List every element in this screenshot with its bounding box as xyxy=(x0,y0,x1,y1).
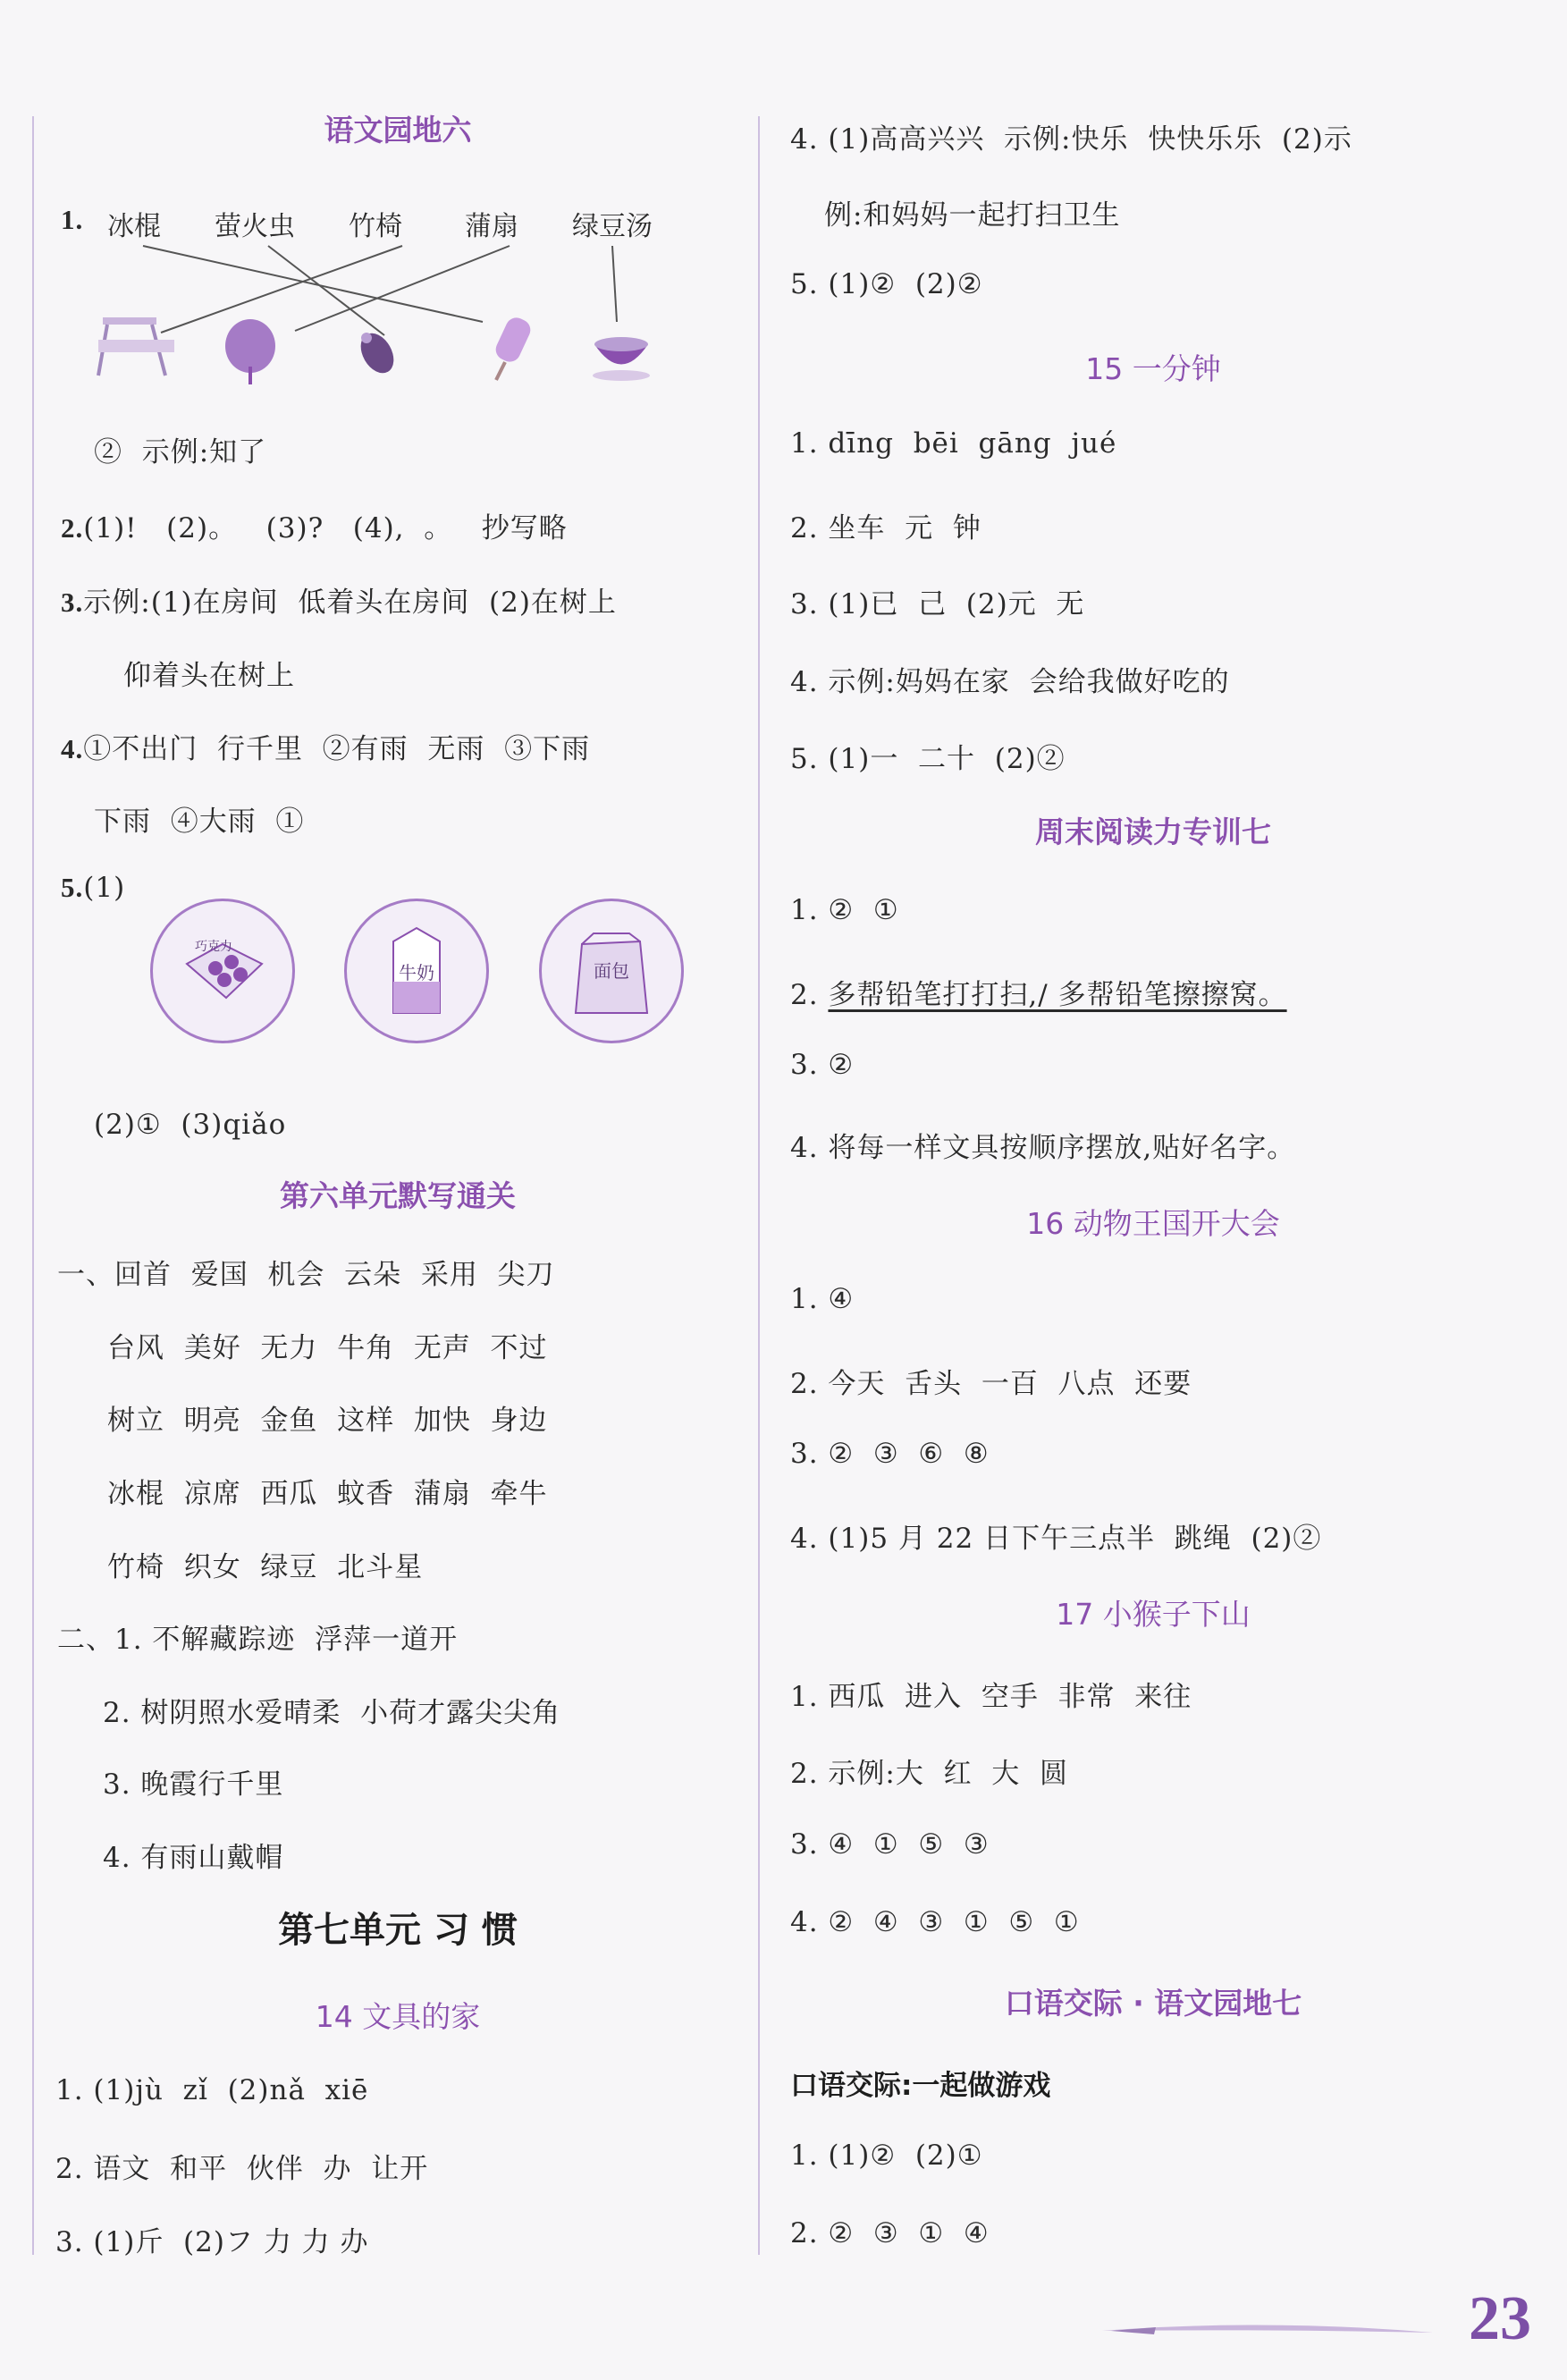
lesson16-line-1: 1. ④ xyxy=(790,1283,855,1315)
dictation-row-4: 冰棍 凉席 西瓜 蚊香 蒲扇 牵牛 xyxy=(107,1478,548,1510)
q4-line: 4.①不出门 行千里 ②有雨 无雨 ③下雨 xyxy=(61,733,591,765)
left-column xyxy=(45,0,751,2380)
section-title-lesson15: 15 一分钟 xyxy=(1085,351,1221,386)
matching-lines-and-pictures xyxy=(45,232,751,393)
firefly-icon xyxy=(354,327,400,379)
q4-line-2: 下雨 ④大雨 ① xyxy=(94,806,305,838)
milk-circle xyxy=(344,899,489,1043)
page-number: 23 xyxy=(1469,2284,1531,2353)
reading-line-2: 2. 多帮铅笔打打扫,/ 多帮铅笔擦擦窝。 xyxy=(790,979,1287,1011)
lesson15-line-5: 5. (1)一 二十 (2)② xyxy=(790,743,1066,775)
section-title-oral-and-yuandi7: 口语交际 · 语文园地七 xyxy=(1004,1986,1302,2021)
lesson17-line-1: 1. 西瓜 进入 空手 非常 来往 xyxy=(790,1681,1192,1713)
chocolate-circle xyxy=(150,899,295,1043)
lesson16-line-2: 2. 今天 舌头 一百 八点 还要 xyxy=(790,1368,1192,1400)
section-title-lesson14: 14 文具的家 xyxy=(315,1999,481,2034)
q3-line: 3.示例:(1)在房间 低着头在房间 (2)在树上 xyxy=(61,587,617,619)
dictation-row-2: 台风 美好 无力 牛角 无声 不过 xyxy=(107,1332,548,1364)
lesson17-line-3: 3. ④ ① ⑤ ③ xyxy=(790,1828,990,1861)
part2-line-2: 2. 树阴照水爱晴柔 小荷才露尖尖角 xyxy=(103,1697,561,1729)
word-zhuyi: 竹椅 xyxy=(349,211,402,242)
lesson14-line-3: 3. (1)斤 (2)フ 力 力 办 xyxy=(55,2226,369,2258)
word-binggun: 冰棍 xyxy=(107,211,161,242)
right-column xyxy=(778,0,1529,2380)
dictation-row-5: 竹椅 织女 绿豆 北斗星 xyxy=(107,1551,424,1583)
bean-soup-icon xyxy=(593,337,650,381)
part2-line-1: 二、1. 不解藏踪迹 浮萍一道开 xyxy=(57,1624,459,1656)
lesson16-line-3: 3. ② ③ ⑥ ⑧ xyxy=(790,1438,990,1470)
chair-icon xyxy=(98,317,174,376)
milk-label: 牛奶 xyxy=(399,962,434,983)
dictation-row-1: 一、回首 爱国 机会 云朵 采用 尖刀 xyxy=(57,1259,555,1291)
section-title-lesson17: 17 小猴子下山 xyxy=(1056,1597,1251,1632)
section-title-yuwen-yuandi-6: 语文园地六 xyxy=(324,113,472,148)
left-margin-line xyxy=(32,116,34,2255)
lesson14-line-2: 2. 语文 和平 伙伴 办 让开 xyxy=(55,2153,429,2185)
reading-line-4: 4. 将每一样文具按顺序摆放,贴好名字。 xyxy=(790,1132,1296,1164)
bread-circle xyxy=(539,899,684,1043)
lesson15-line-2: 2. 坐车 元 钟 xyxy=(790,512,981,544)
dictation-row-3: 树立 明亮 金鱼 这样 加快 身边 xyxy=(107,1405,548,1437)
oral-line-1: 1. (1)② (2)① xyxy=(790,2139,983,2172)
popsicle-icon xyxy=(493,314,535,380)
section-title-lesson16: 16 动物王国开大会 xyxy=(1026,1206,1280,1241)
lesson15-line-1: 1. dīng bēi gāng jué xyxy=(790,427,1117,460)
r-q5-line: 5. (1)② (2)② xyxy=(790,268,983,300)
word-lvdoutang: 绿豆汤 xyxy=(572,211,653,242)
section-title-unit6-dictation: 第六单元默写通关 xyxy=(280,1178,516,1213)
word-yinghuochong: 萤火虫 xyxy=(215,211,295,242)
q2-line: 2.(1)! (2)。 (3)? (4), 。 抄写略 xyxy=(61,512,568,544)
q5-line-2: (2)① (3)qiǎo xyxy=(94,1109,287,1141)
oral-line-2: 2. ② ③ ① ④ xyxy=(790,2217,990,2249)
q5-line: 5.(1) xyxy=(61,872,126,904)
bread-label: 面包 xyxy=(594,960,629,982)
lesson17-line-2: 2. 示例:大 红 大 圆 xyxy=(790,1758,1068,1790)
r-q4-line-2: 例:和妈妈一起打扫卫生 xyxy=(824,199,1121,232)
r-q4-line: 4. (1)高高兴兴 示例:快乐 快快乐乐 (2)示 xyxy=(790,123,1352,156)
fan-icon xyxy=(225,319,275,384)
decorative-swoosh xyxy=(1102,2320,1433,2340)
lesson14-line-1: 1. (1)jù zǐ (2)nǎ xiē xyxy=(55,2074,369,2106)
reading-line-3: 3. ② xyxy=(790,1049,855,1081)
word-pushan: 蒲扇 xyxy=(465,211,518,242)
oral-subheading: 口语交际:一起做游戏 xyxy=(790,2070,1051,2102)
q3-line-2: 仰着头在树上 xyxy=(123,660,295,692)
q1-note: ② 示例:知了 xyxy=(94,436,267,468)
unit7-title: 第七单元 习 惯 xyxy=(278,1910,518,1951)
chocolate-label: 巧克力 xyxy=(195,940,232,954)
section-title-weekend-reading: 周末阅读力专训七 xyxy=(1035,814,1271,849)
lesson16-line-4: 4. (1)5 月 22 日下午三点半 跳绳 (2)② xyxy=(790,1523,1322,1555)
part2-line-3: 3. 晚霞行千里 xyxy=(103,1768,284,1801)
lesson15-line-4: 4. 示例:妈妈在家 会给我做好吃的 xyxy=(790,666,1230,698)
part2-line-4: 4. 有雨山戴帽 xyxy=(103,1842,284,1874)
reading-line-1: 1. ② ① xyxy=(790,894,899,926)
q1-number: 1. xyxy=(61,204,84,235)
column-divider xyxy=(758,116,760,2255)
lesson17-line-4: 4. ② ④ ③ ① ⑤ ① xyxy=(790,1906,1080,1938)
lesson15-line-3: 3. (1)已 己 (2)元 无 xyxy=(790,588,1085,620)
